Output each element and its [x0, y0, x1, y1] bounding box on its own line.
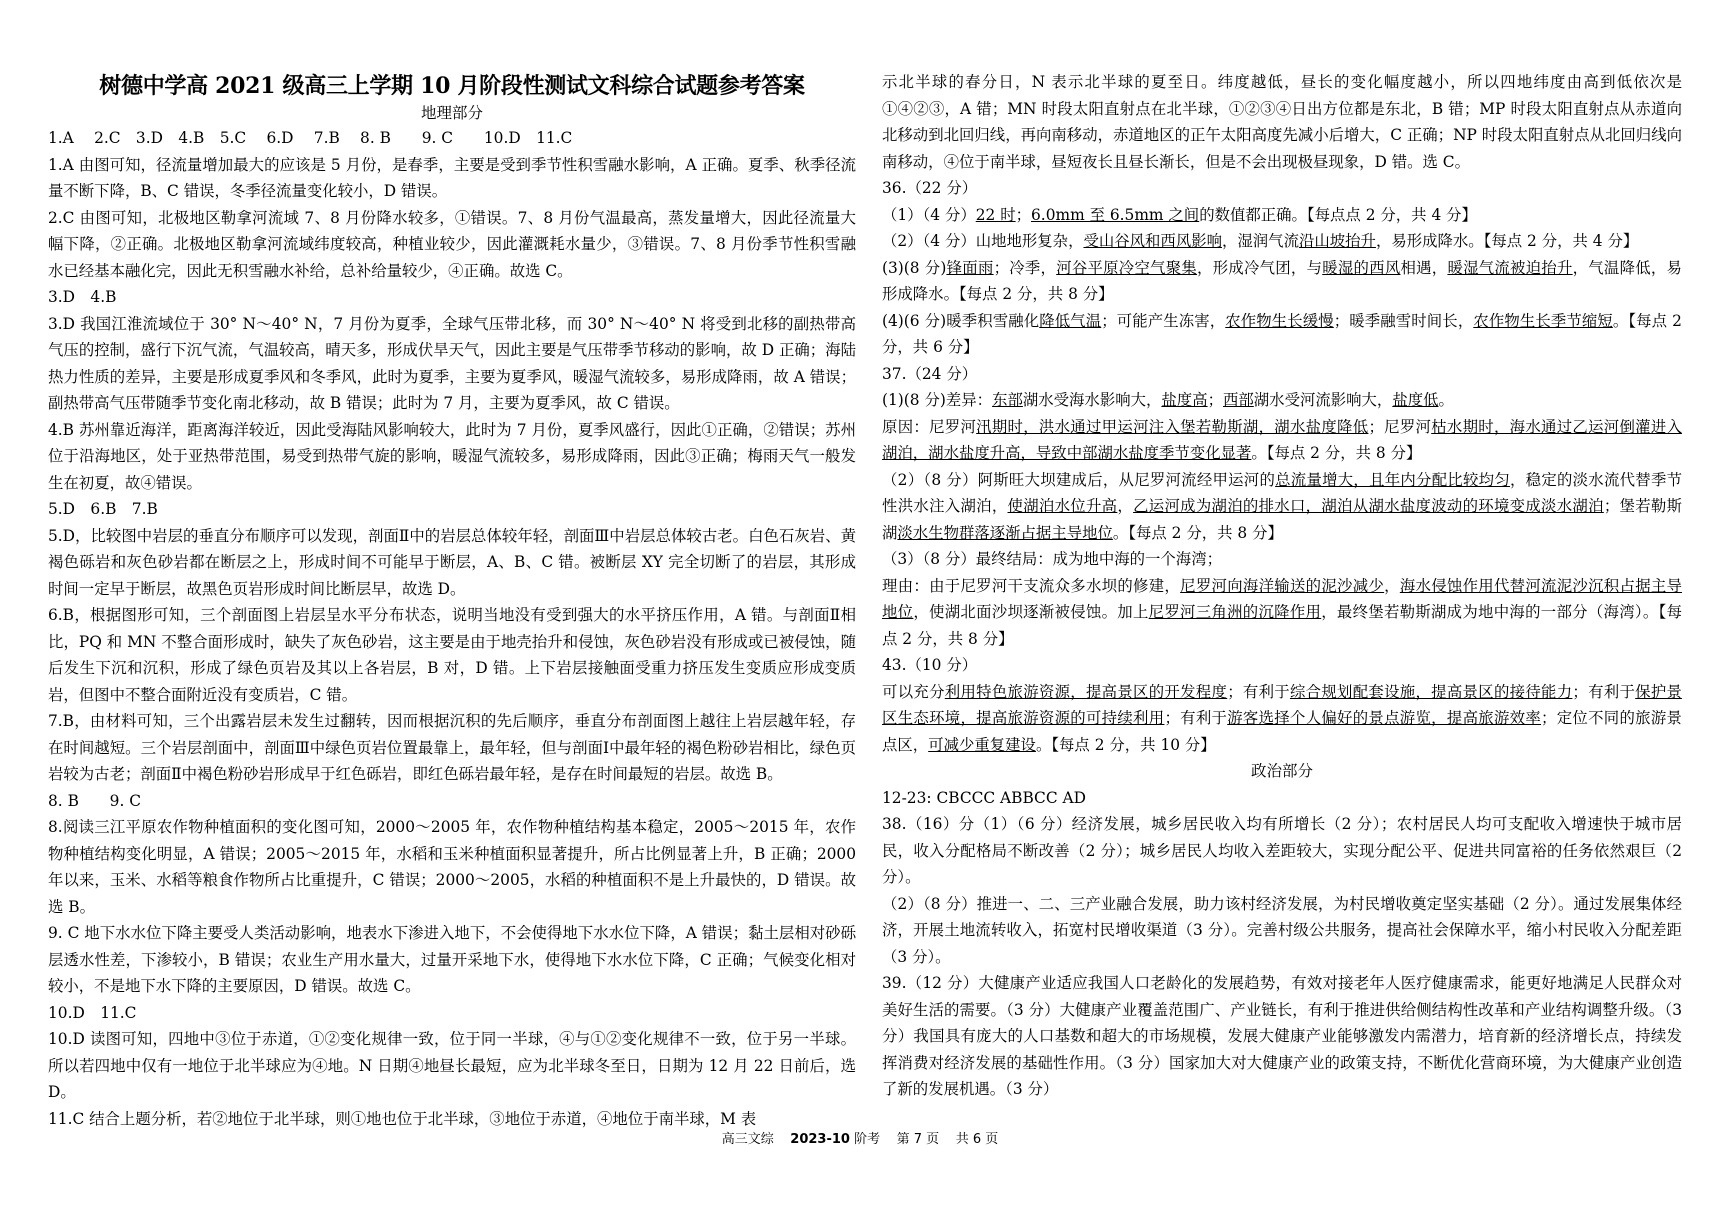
footer-page: 第 7 页 [896, 1132, 940, 1147]
text-segment: ， [1117, 497, 1134, 515]
answer-paragraph: 11.C 结合上题分析，若②地位于北半球，则①地也位于北半球，③地位于赤道，④地位于南半球，M 表 [48, 1109, 757, 1128]
answer-39: 39.（12 分）大健康产业适应我国人口老龄化的发展趋势，有效对接老年人医疗健康需求，能更好地满足人民群众对美好生活的需要。（3 分）大健康产业覆盖范围广、产业链长，有利于推进供给侧结构性改革和产业结构调整升级。（3 分）我国具有庞大的人口基数和超大的市场规模，发展大健康产业能够激发内需潜力，培育新的经济增长点，持续发挥消费对经济发展的基础性作用。（3 分）国家加大对大健康产业的政策支持，不断优化营商环境，为大健康产业创造了新的发展机遇。（3 分） [882, 974, 1682, 1098]
answer-37-1-reason [882, 414, 1682, 467]
text-segment: ；有利于 [1164, 709, 1228, 727]
underlined-keypoint: 农作物生长季节缩短 [1473, 311, 1613, 330]
answer-paragraph: 1.A 由图可知，径流量增加最大的应该是 5 月份，是春季，主要是受到季节性积雪融水影响，A 正确。夏季、秋季径流量不断下降，B、C 错误，冬季径流量变化较小，D 错误。 [48, 155, 856, 200]
text-segment: 的数值都正确。【每点点 2 分，共 4 分】 [1199, 205, 1477, 224]
answer-36-1 [882, 202, 1682, 229]
answer-37-3-reason [882, 573, 1682, 653]
question-43-heading: 43.（10 分） [882, 656, 978, 674]
left-column [48, 0, 856, 1132]
answer-38-2: （2）（8 分）推进一、二、三产业融合发展，助力该村经济发展，为村民增收奠定坚实基础（2 分）。通过发展集体经济，开展土地流转收入，拓宽村民增收渠道（3 分）。完善村级公共服务，提高社会保障水平，缩小村民收入分配差距（3 分）。 [882, 894, 1682, 966]
text-segment: (4)(6 分)暖季积雪融化 [882, 311, 1040, 330]
underlined-keypoint: 枯水期时，海水通过乙运河倒灌进入湖泊，湖水盐度升高，导致中部湖水盐度季节变化显著 [882, 417, 1682, 462]
footer-total: 共 6 页 [955, 1132, 999, 1147]
underlined-keypoint: 保护景区生态环境，提高旅游资源的可持续利用 [882, 682, 1682, 727]
underlined-keypoint: 游客选择个人偏好的景点游览，提高旅游效率 [1227, 709, 1542, 727]
underlined-keypoint: 锋面雨 [946, 258, 994, 277]
underlined-keypoint: 降低气温 [1039, 311, 1102, 330]
underlined-keypoint: 暖湿气流被迫抬升 [1447, 258, 1573, 277]
answer-43 [882, 679, 1682, 759]
text-segment: 。【每点 2 分，共 6 分】 [882, 311, 1682, 356]
text-segment: （2）（4 分）山地地形复杂， [882, 232, 1084, 250]
underlined-keypoint: 利用特色旅游资源，提高景区的开发程度 [944, 682, 1228, 701]
answer-paragraph: 5.D，比较图中岩层的垂直分布顺序可以发现，剖面Ⅱ中的岩层总体较年轻，剖面Ⅲ中岩层总体较古老。白色石灰岩、黄褐色砾岩和灰色砂岩都在断层之上，形成时间不可能早于断层，A、B、C 错。被断层 XY 完全切断了的岩层，其形成时间一定早于断层，故黑色页岩形成时间比断层早，故选 D。 [48, 526, 856, 598]
text-segment: ；堡若勒斯湖 [882, 497, 1682, 542]
text-segment: 相遇， [1400, 258, 1448, 277]
underlined-keypoint: 综合规划配套设施，提高景区的接待能力 [1289, 682, 1573, 701]
answer-paragraph: 9. C 地下水水位下降主要受人类活动影响，地表水下渗进入地下，不会使得地下水水位下降，A 错误；黏土层相对砂砾层透水性差，下渗较小，B 错误；农业生产用水量大，过量开采地下水，使得地下水水位下降，C 正确；气候变化相对较小，不是地下水下降的主要原因，D 错误。故选 C。 [48, 924, 856, 995]
footer-exam-suffix: 阶考 [854, 1132, 881, 1147]
politics-section-header: 政治部分 [1250, 762, 1313, 780]
text-segment: ，易形成降水。【每点 2 分，共 4 分】 [1375, 232, 1639, 250]
text-segment: ；尼罗河 [1368, 417, 1432, 436]
answer-paragraph: 1.A 2.C 3.D 4.B 5.C 6.D 7.B 8. B 9. C 10.D 11.C [48, 129, 573, 147]
politics-choice-answers: 12-23: CBCCC ABBCC AD [882, 788, 1086, 807]
underlined-keypoint: 汛期时，洪水通过甲运河注入堡若勒斯湖，湖水盐度降低 [976, 417, 1369, 436]
text-segment: 。【每点 2 分，共 8 分】 [1112, 523, 1283, 542]
answer-paragraph: 2.C 由图可知，北极地区勒拿河流域 7、8 月份降水较多，①错误。7、8 月份气温最高，蒸发量增大，因此径流量大幅下降，②正确。北极地区勒拿河流域纬度较高，种植业较少，因此灌溉耗水量少，③错误。7、8 月份季节性积雪融水已经基本融化完，因此无积雪融水补给，总补给量较少，④正确。故选 C。 [48, 208, 856, 280]
text-segment: ；冷季， [993, 258, 1057, 277]
right-column [882, 0, 1682, 1103]
footer-exam: 2023-10 [790, 1132, 850, 1147]
text-segment: (3)(8 分) [882, 258, 947, 277]
underlined-keypoint: 尼罗河三角洲的沉降作用 [1148, 603, 1322, 621]
text-segment: ；可能产生冻害， [1101, 311, 1226, 330]
answer-paragraph: 10.D 11.C [48, 1003, 137, 1022]
text-segment: ，使湖北面沙坝逐渐被侵蚀。加上 [913, 603, 1149, 621]
text-segment: ，最终堡若勒斯湖成为地中海的一部分（海湾）。【每点 2 分，共 8 分】 [882, 603, 1682, 648]
left-answers [48, 125, 856, 1132]
text-segment: ；暖季融雪时间长， [1333, 311, 1474, 330]
underlined-keypoint: 沿山坡抬升 [1298, 232, 1376, 250]
page-footer [0, 1128, 1720, 1147]
answer-paragraph: 6.B，根据图形可知，三个剖面图上岩层呈水平分布状态，说明当地没有受到强大的水平挤压作用，A 错。与剖面Ⅱ相比，PQ 和 MN 不整合面形成时，缺失了灰色砂岩，这主要是由于地壳抬升和侵蚀，灰色砂岩没有形成或已被侵蚀，随后发生下沉和沉积，形成了绿色页岩及其以上各岩层，B 对，D 错。上下岩层接触面受重力挤压发生变质应形成变质岩，但图中不整合面附近没有变质岩，C 错。 [48, 606, 856, 704]
text-segment: 。【每点 2 分，共 8 分】 [1251, 444, 1422, 462]
answer-paragraph: 3.D 我国江淮流域位于 30° N～40° N，7 月份为夏季，全球气压带北移，而 30° N～40° N 将受到北移的副热带高气压的控制，盛行下沉气流，气温较高，晴天多，形成伏旱天气，因此主要是气压带季节移动的影响，故 D 正确；海陆热力性质的差异，主要是形成夏季风和冬季风，此时为夏季，主要为夏季风，暖湿气流较多，易形成降雨，故 A 错误；副热带高气压带随季节变化南北移动，故 B 错误；此时为 7 月，主要为夏季风，故 C 错误。 [48, 314, 856, 412]
text-segment: 湖水受海水影响大， [1022, 391, 1162, 409]
text-segment: 。【每点 2 分，共 10 分】 [1035, 735, 1216, 754]
text-segment: 原因：尼罗河 [882, 417, 977, 436]
underlined-keypoint: 暖湿的西风 [1322, 258, 1401, 277]
underlined-keypoint: 尼罗河向海洋输送的泥沙减少 [1180, 576, 1385, 595]
underlined-keypoint: 乙运河成为湖泊的排水口，湖泊从湖水盐度波动的环境变成淡水湖泊 [1133, 497, 1604, 515]
answer-paragraph: 8. B 9. C [48, 791, 142, 810]
text-segment: ； [1015, 205, 1032, 224]
answer-paragraph: 10.D 读图可知，四地中③位于赤道，①②变化规律一致，位于同一半球，④与①②变化规律不一致，位于另一半球。所以若四地中仅有一地位于北半球应为④地。N 日期④地昼长最短，应为北半球冬至日，日期为 12 月 22 日前后，选 D。 [48, 1030, 856, 1101]
text-segment: ，稳定的淡水流代替季节性洪水注入湖泊， [882, 470, 1682, 515]
underlined-keypoint: 总流量增大，且年内分配比较均匀 [1275, 470, 1511, 489]
footer-label: 高三文综 [721, 1132, 774, 1147]
answer-paragraph: 7.B，由材料可知，三个出露岩层未发生过翻转，因而根据沉积的先后顺序，垂直分布剖面图上越往上岩层越年轻，存在时间越短。三个岩层剖面中，剖面Ⅲ中绿色页岩位置最靠上，最年轻，但与剖面Ⅰ中最年轻的褐色粉砂岩相比，绿色页岩较为古老；剖面Ⅱ中褐色粉砂岩形成早于红色砾岩，即红色砾岩最年轻，是存在时间最短的岩层。故选 B。 [48, 712, 856, 783]
underlined-keypoint: 淡水生物群落逐渐占据主导地位 [897, 523, 1113, 542]
answer-paragraph: 5.D 6.B 7.B [48, 500, 158, 518]
underlined-keypoint: 西部 [1222, 391, 1254, 409]
text-segment: ，形成冷气团，与 [1197, 258, 1323, 277]
answer-paragraph: 3.D 4.B [48, 288, 117, 306]
text-segment: ，气温降低，易形成降水。【每点 2 分，共 8 分】 [882, 258, 1682, 303]
answer-37-2 [882, 467, 1682, 547]
answer-37-1 [882, 387, 1682, 414]
text-segment: ；定位不同的旅游景点区， [882, 709, 1682, 754]
underlined-keypoint: 海水侵蚀作用代替河流泥沙沉积占据主导地位 [882, 576, 1682, 621]
answer-paragraph: 4.B 苏州靠近海洋，距离海洋较近，因此受海陆风影响较大，此时为 7 月份，夏季风盛行，因此①正确，②错误；苏州位于沿海地区，处于亚热带范围，易受到热带气旋的影响，暖湿气流较多，易形成降雨，因此③正确；梅雨天气一般发生在初夏，故④错误。 [48, 420, 856, 492]
answer-36-4 [882, 308, 1682, 361]
underlined-keypoint: 东部 [992, 391, 1023, 409]
underlined-keypoint: 受山谷风和西风影响 [1083, 232, 1222, 250]
answer-36-2 [882, 228, 1682, 255]
answer-36-3 [882, 255, 1682, 308]
underlined-keypoint: 6.0mm 至 6.5mm 之间 [1031, 205, 1200, 224]
underlined-keypoint: 河谷平原冷空气聚集 [1056, 258, 1198, 277]
question-37-heading: 37.（24 分） [882, 364, 978, 383]
text-segment: 湖水受河流影响大， [1253, 391, 1393, 409]
text-segment: ；有利于 [1572, 682, 1636, 701]
text-segment: （1）（4 分） [882, 205, 976, 224]
underlined-keypoint: 22 时 [975, 205, 1016, 224]
text-segment: ； [1207, 391, 1223, 409]
text-segment: ， [1384, 576, 1400, 595]
answer-paragraph: 8.阅读三江平原农作物种植面积的变化图可知，2000～2005 年，农作物种植结构基本稳定，2005～2015 年，农作物种植结构变化明显，A 错误；2005～2015 年，水稻和玉米种植面积显著提升，所占比例显著上升，B 正确；2000 年以来，玉米、水稻等粮食作物所占比重提升，C 错误；2000～2005，水稻的种植面积不是上升最快的，D 错误。故选 B。 [48, 818, 856, 916]
underlined-keypoint: 盐度低 [1392, 391, 1439, 409]
text-segment: 理由：由于尼罗河干支流众多水坝的修建， [882, 576, 1181, 595]
underlined-keypoint: 可减少重复建设 [928, 735, 1036, 754]
underlined-keypoint: 盐度高 [1161, 391, 1208, 409]
text-segment: ；有利于 [1227, 682, 1290, 701]
geography-section-header: 地理部分 [420, 104, 483, 122]
answer-paragraph: 示北半球的春分日，N 表示北半球的夏至日。纬度越低，昼长的变化幅度越小，所以四地纬度由高到低依次是①④②③，A 错；MN 时段太阳直射点在北半球，①②③④日出方位都是东北，B 错；MP 时段太阳直射点从赤道向北移动到北回归线，再向南移动，赤道地区的正午太阳高度先减小后增大，C 正确；NP 时段太阳直射点从北回归线向南移动，④位于南半球，昼短夜长且昼长渐长，但是不会出现极昼现象，D 错。选 C。 [882, 73, 1682, 171]
text-segment: (1)(8 分)差异： [882, 391, 993, 409]
document-title: 树德中学高 2021 级高三上学期 10 月阶段性测试文科综合试题参考答案 [99, 73, 805, 99]
text-segment: （2）（8 分）阿斯旺大坝建成后，从尼罗河流经甲运河的 [882, 470, 1276, 489]
underlined-keypoint: 农作物生长缓慢 [1225, 311, 1334, 330]
answer-37-3: （3）（8 分）最终结局：成为地中海的一个海湾； [882, 550, 1222, 568]
text-segment: 。 [1438, 391, 1454, 409]
text-segment: ，湿润气流 [1222, 232, 1299, 250]
answer-38-1: 38.（16）分（1）（6 分）经济发展，城乡居民收入均有所增长（2 分）；农村居民人均可支配收入增速快于城市居民，收入分配格局不断改善（2 分）；城乡居民人均收入差距较大，实现分配公平、促进共同富裕的任务依然艰巨（2 分）。 [882, 815, 1682, 886]
underlined-keypoint: 使湖泊水位升高 [1007, 497, 1118, 515]
text-segment: 可以充分 [882, 682, 945, 701]
question-36-heading: 36.（22 分） [882, 179, 978, 197]
